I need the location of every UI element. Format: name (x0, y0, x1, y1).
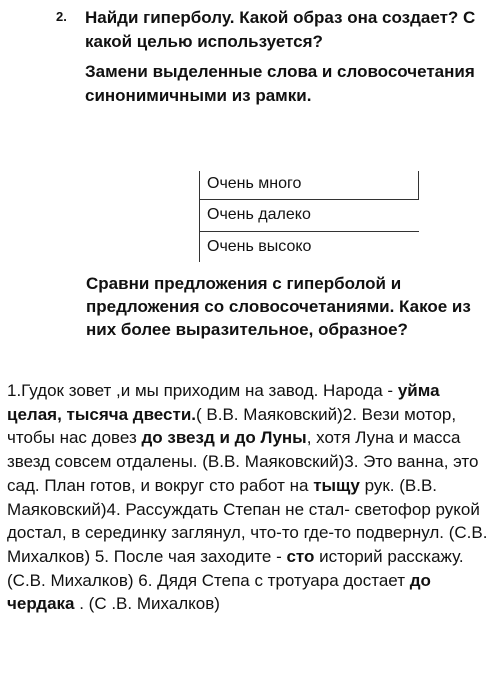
highlight-phrase: до звезд и до Луны (141, 428, 307, 448)
text-part: , хотя Луна и масса звезд совсем отдалены. (В.В. Маяковский)3. Это ванна, это сад. План готов, и вокруг сто работ на (7, 428, 479, 495)
example-text (7, 379, 495, 616)
text-part: историй расскажу. (С.В. Михалков) 6. Дядя Степа с тротуара достает (7, 546, 464, 590)
highlight-phrase: тыщу (313, 475, 360, 495)
task-number: 2. (56, 9, 67, 24)
task-question: Найди гиперболу. Какой образ она создает? С какой целью используется? (85, 8, 476, 51)
text-part: ( В.В. Маяковский)2. Вези мотор, чтобы нас довез (7, 404, 457, 448)
frame-right-edge (418, 171, 419, 199)
highlight-phrase: сто (286, 546, 315, 566)
frame-divider-1 (200, 199, 419, 200)
text-part: 1.Гудок зовет ,и мы приходим на завод. Народа - (7, 381, 398, 400)
text-part: рук. (В.В. Маяковский)4. Рассуждать Степан не стал- светофор рукой достал, в серединку заглянул, что-то где-то подвернул. (С.В. Михалков) 5. После чая заходите - (7, 475, 488, 566)
synonym-frame (199, 171, 419, 262)
frame-divider-2 (200, 231, 419, 232)
frame-word-1: Очень много (207, 175, 302, 192)
task-block (56, 4, 482, 108)
frame-word-2: Очень далеко (207, 206, 311, 223)
text-part: . (С .В. Михалков) (74, 594, 220, 614)
highlight-phrase: до чердака (7, 570, 431, 614)
comparison-question: Сравни предложения с гиперболой и предложения со словосочетаниями. Какое из них более выразительное, образное? (86, 274, 471, 339)
frame-word-3: Очень высоко (207, 238, 312, 255)
task-instruction: Замени выделенные слова и словосочетания синонимичными из рамки. (85, 62, 475, 105)
highlight-phrase: уйма целая, тысяча двести. (7, 381, 440, 424)
